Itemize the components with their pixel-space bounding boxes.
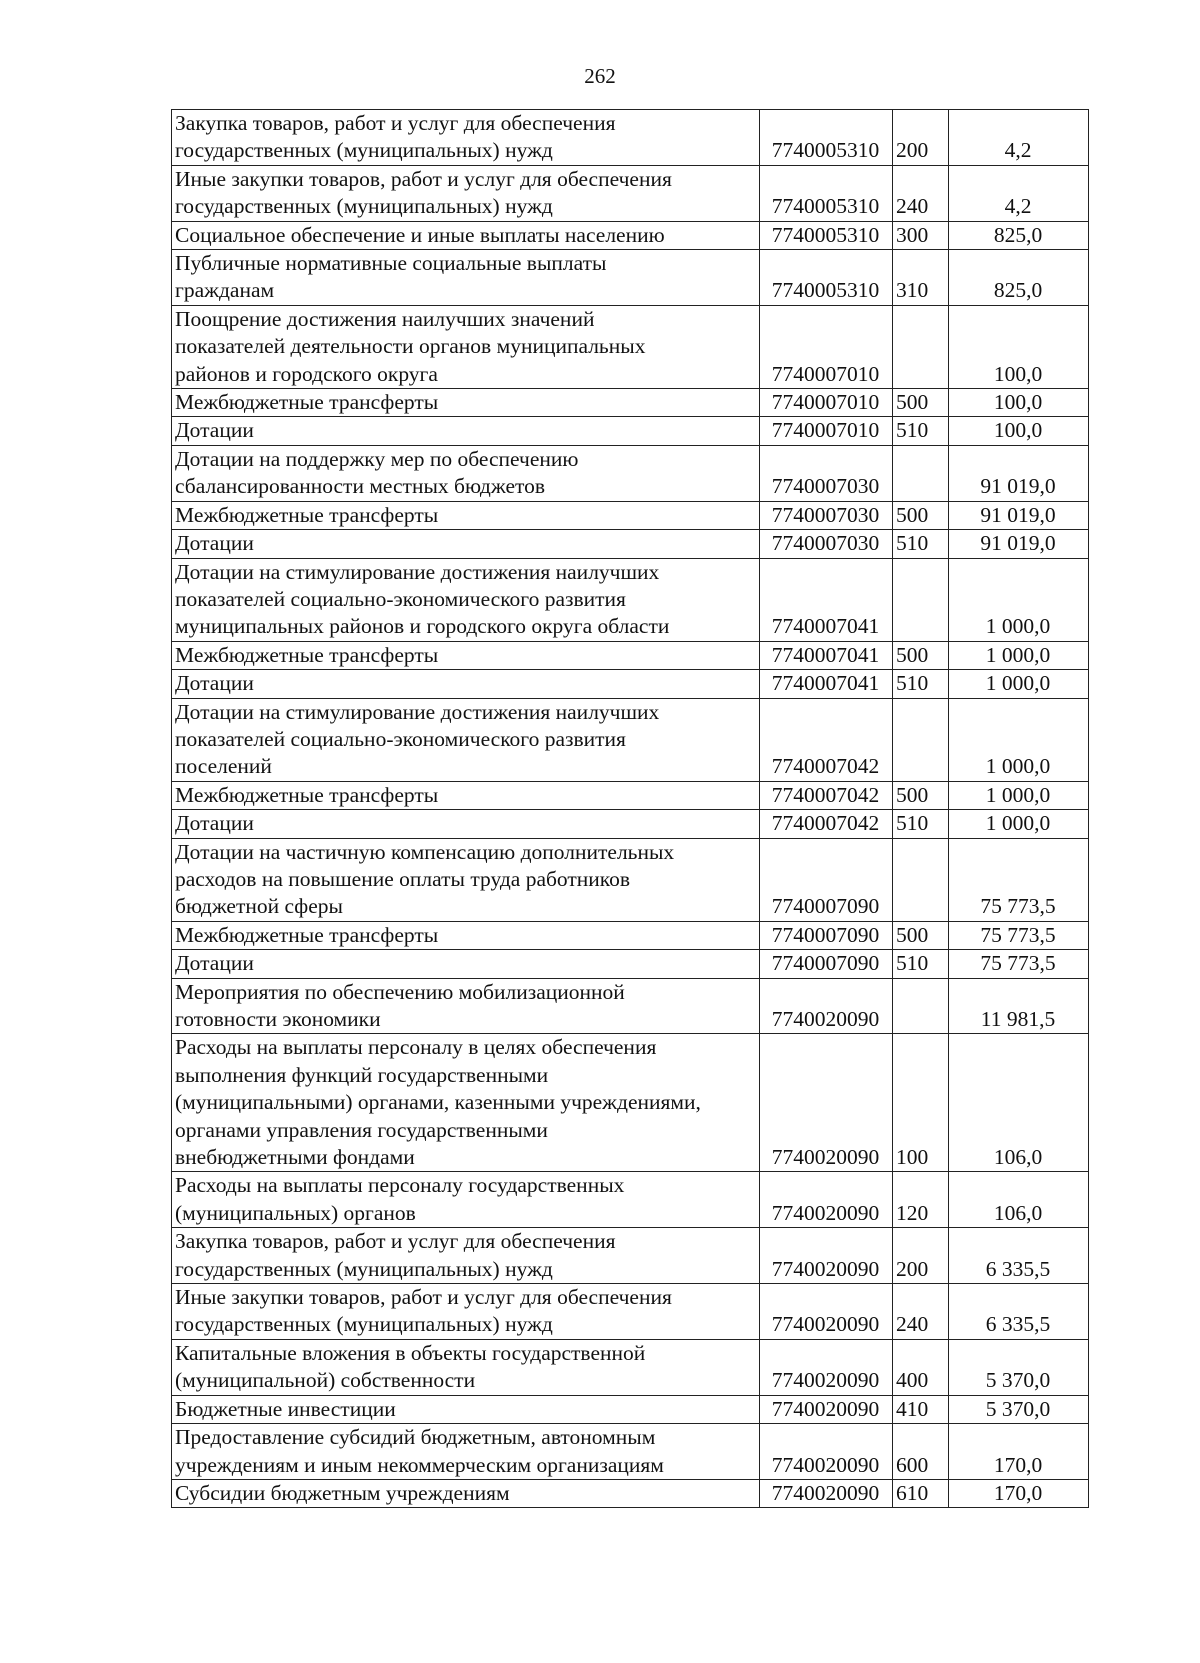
table-row [172, 1424, 1089, 1480]
target-code-cell: 7740007090 [760, 838, 893, 921]
expense-type-cell: 510 [893, 670, 949, 698]
expense-name-cell [172, 1479, 760, 1507]
amount-cell: 6 335,5 [949, 1284, 1089, 1340]
expense-name-line: Бюджетные инвестиции [175, 1396, 396, 1421]
expense-name-line: сбалансированности местных бюджетов [175, 474, 546, 499]
amount-cell: 4,2 [949, 110, 1089, 166]
amount-cell: 170,0 [949, 1424, 1089, 1480]
expense-name-line: Расходы на выплаты персоналу государственных [175, 1173, 625, 1198]
expense-name-line: Дотации [175, 418, 254, 443]
table-row [172, 1395, 1089, 1423]
amount-cell: 75 773,5 [949, 950, 1089, 978]
expense-name-cell [172, 978, 760, 1034]
expense-type-cell: 300 [893, 221, 949, 249]
amount-cell: 75 773,5 [949, 921, 1089, 949]
budget-table [171, 109, 1089, 1508]
expense-name-cell [172, 501, 760, 529]
expense-type-cell [893, 838, 949, 921]
expense-type-cell [893, 445, 949, 501]
expense-name-line: Дотации [175, 671, 254, 696]
expense-name-line: показателей деятельности органов муниципальных [175, 334, 646, 359]
table-row [172, 305, 1089, 388]
amount-cell: 100,0 [949, 389, 1089, 417]
target-code-cell: 7740007030 [760, 445, 893, 501]
expense-name-cell [172, 670, 760, 698]
expense-name-cell [172, 558, 760, 641]
expense-type-cell: 200 [893, 110, 949, 166]
expense-name-line: выполнения функций государственными [175, 1062, 549, 1087]
amount-cell: 106,0 [949, 1034, 1089, 1172]
target-code-cell: 7740020090 [760, 978, 893, 1034]
table-row [172, 698, 1089, 781]
amount-cell: 5 370,0 [949, 1395, 1089, 1423]
expense-name-line: Капитальные вложения в объекты государственной [175, 1340, 646, 1365]
expense-type-cell: 310 [893, 250, 949, 306]
table-row [172, 1034, 1089, 1172]
expense-name-cell [172, 165, 760, 221]
amount-cell: 106,0 [949, 1172, 1089, 1228]
expense-name-cell [172, 838, 760, 921]
amount-cell: 91 019,0 [949, 530, 1089, 558]
amount-cell: 91 019,0 [949, 445, 1089, 501]
expense-type-cell [893, 305, 949, 388]
target-code-cell: 7740020090 [760, 1172, 893, 1228]
expense-name-line: Дотации на стимулирование достижения наилучших [175, 559, 660, 584]
expense-type-cell: 200 [893, 1228, 949, 1284]
expense-name-line: Субсидии бюджетным учреждениям [175, 1480, 510, 1505]
expense-name-line: Дотации [175, 811, 254, 836]
target-code-cell: 7740007041 [760, 558, 893, 641]
expense-name-line: показателей социально-экономического развития [175, 726, 626, 751]
amount-cell: 1 000,0 [949, 558, 1089, 641]
table-row [172, 950, 1089, 978]
amount-cell: 825,0 [949, 250, 1089, 306]
expense-type-cell: 410 [893, 1395, 949, 1423]
expense-name-cell [172, 1424, 760, 1480]
table-row [172, 110, 1089, 166]
expense-name-line: Дотации [175, 951, 254, 976]
expense-name-cell [172, 1034, 760, 1172]
expense-type-cell [893, 558, 949, 641]
table-row [172, 1228, 1089, 1284]
table-row [172, 1339, 1089, 1395]
table-row [172, 558, 1089, 641]
expense-name-line: готовности экономики [175, 1007, 381, 1031]
table-row [172, 1479, 1089, 1507]
target-code-cell: 7740005310 [760, 110, 893, 166]
page-number: 262 [584, 64, 616, 88]
expense-name-cell [172, 1395, 760, 1423]
expense-name-cell [172, 781, 760, 809]
target-code-cell: 7740007041 [760, 670, 893, 698]
amount-cell: 1 000,0 [949, 698, 1089, 781]
expense-type-cell: 510 [893, 417, 949, 445]
target-code-cell: 7740020090 [760, 1395, 893, 1423]
expense-name-line: (муниципальной) собственности [175, 1368, 476, 1393]
expense-type-cell: 510 [893, 530, 949, 558]
expense-name-line: Закупка товаров, работ и услуг для обеспечения [175, 111, 616, 135]
table-row [172, 1284, 1089, 1340]
expense-name-line: районов и городского округа [175, 361, 438, 386]
amount-cell: 91 019,0 [949, 501, 1089, 529]
amount-cell: 100,0 [949, 305, 1089, 388]
expense-type-cell: 500 [893, 921, 949, 949]
expense-type-cell: 120 [893, 1172, 949, 1228]
expense-type-cell: 100 [893, 1034, 949, 1172]
table-row [172, 501, 1089, 529]
expense-name-line: гражданам [175, 278, 275, 303]
budget-table-body [172, 110, 1089, 1508]
expense-type-cell: 610 [893, 1479, 949, 1507]
expense-name-line: Мероприятия по обеспечению мобилизационной [175, 979, 625, 1004]
target-code-cell: 7740020090 [760, 1339, 893, 1395]
amount-cell: 75 773,5 [949, 838, 1089, 921]
expense-name-cell [172, 698, 760, 781]
expense-name-line: учреждениям и иным некоммерческим организациям [175, 1452, 664, 1477]
expense-name-line: Расходы на выплаты персоналу в целях обеспечения [175, 1035, 657, 1060]
target-code-cell: 7740007041 [760, 641, 893, 669]
table-row [172, 530, 1089, 558]
expense-name-line: показателей социально-экономического развития [175, 586, 626, 611]
expense-name-line: поселений [175, 754, 272, 779]
table-row [172, 221, 1089, 249]
expense-name-line: бюджетной сферы [175, 894, 343, 919]
target-code-cell: 7740007010 [760, 305, 893, 388]
target-code-cell: 7740007090 [760, 921, 893, 949]
expense-type-cell: 400 [893, 1339, 949, 1395]
target-code-cell: 7740007042 [760, 781, 893, 809]
target-code-cell: 7740020090 [760, 1479, 893, 1507]
table-row [172, 670, 1089, 698]
expense-name-cell [172, 110, 760, 166]
expense-type-cell: 510 [893, 950, 949, 978]
target-code-cell: 7740007030 [760, 501, 893, 529]
expense-name-cell [172, 445, 760, 501]
table-row [172, 417, 1089, 445]
target-code-cell: 7740020090 [760, 1284, 893, 1340]
amount-cell: 6 335,5 [949, 1228, 1089, 1284]
target-code-cell: 7740007042 [760, 810, 893, 838]
expense-name-line: Дотации на частичную компенсацию дополнительных [175, 839, 675, 864]
table-row [172, 810, 1089, 838]
amount-cell: 5 370,0 [949, 1339, 1089, 1395]
expense-name-line: Межбюджетные трансферты [175, 390, 439, 415]
expense-name-line: Закупка товаров, работ и услуг для обеспечения [175, 1229, 616, 1254]
expense-type-cell: 500 [893, 501, 949, 529]
expense-name-cell [172, 417, 760, 445]
target-code-cell: 7740020090 [760, 1228, 893, 1284]
table-row [172, 978, 1089, 1034]
expense-name-cell [172, 530, 760, 558]
expense-name-line: муниципальных районов и городского округа области [175, 614, 670, 639]
amount-cell: 11 981,5 [949, 978, 1089, 1034]
expense-name-line: государственных (муниципальных) нужд [175, 1256, 553, 1281]
expense-type-cell: 500 [893, 641, 949, 669]
expense-name-line: Межбюджетные трансферты [175, 922, 439, 947]
amount-cell: 4,2 [949, 165, 1089, 221]
expense-name-line: Дотации [175, 531, 254, 556]
target-code-cell: 7740007042 [760, 698, 893, 781]
expense-name-line: органами управления государственными [175, 1117, 548, 1142]
expense-name-cell [172, 1284, 760, 1340]
expense-name-cell [172, 389, 760, 417]
expense-name-cell [172, 305, 760, 388]
target-code-cell: 7740005310 [760, 165, 893, 221]
amount-cell: 825,0 [949, 221, 1089, 249]
table-row [172, 389, 1089, 417]
table-row [172, 921, 1089, 949]
expense-type-cell [893, 698, 949, 781]
expense-name-line: (муниципальными) органами, казенными учреждениями, [175, 1090, 701, 1115]
expense-type-cell: 600 [893, 1424, 949, 1480]
target-code-cell: 7740007030 [760, 530, 893, 558]
target-code-cell: 7740020090 [760, 1424, 893, 1480]
amount-cell: 1 000,0 [949, 641, 1089, 669]
target-code-cell: 7740005310 [760, 250, 893, 306]
expense-name-line: Дотации на стимулирование достижения наилучших [175, 699, 660, 724]
table-row [172, 781, 1089, 809]
target-code-cell: 7740007010 [760, 417, 893, 445]
expense-name-cell [172, 1228, 760, 1284]
target-code-cell: 7740020090 [760, 1034, 893, 1172]
expense-name-line: государственных (муниципальных) нужд [175, 1312, 553, 1337]
amount-cell: 1 000,0 [949, 781, 1089, 809]
expense-name-line: (муниципальных) органов [175, 1200, 416, 1225]
expense-name-cell [172, 250, 760, 306]
expense-name-cell [172, 810, 760, 838]
table-row [172, 165, 1089, 221]
expense-name-line: Дотации на поддержку мер по обеспечению [175, 446, 579, 471]
amount-cell: 100,0 [949, 417, 1089, 445]
table-row [172, 838, 1089, 921]
expense-name-line: государственных (муниципальных) нужд [175, 194, 553, 219]
table-row [172, 250, 1089, 306]
expense-name-cell [172, 921, 760, 949]
table-row [172, 641, 1089, 669]
expense-name-line: Поощрение достижения наилучших значений [175, 306, 595, 331]
expense-type-cell [893, 978, 949, 1034]
expense-type-cell: 500 [893, 781, 949, 809]
expense-name-line: внебюджетными фондами [175, 1145, 415, 1170]
amount-cell: 1 000,0 [949, 810, 1089, 838]
amount-cell: 1 000,0 [949, 670, 1089, 698]
expense-name-line: Социальное обеспечение и иные выплаты населению [175, 222, 665, 247]
expense-type-cell: 240 [893, 1284, 949, 1340]
expense-name-line: Иные закупки товаров, работ и услуг для обеспечения [175, 1285, 672, 1310]
target-code-cell: 7740007010 [760, 389, 893, 417]
expense-name-cell [172, 1172, 760, 1228]
expense-type-cell: 500 [893, 389, 949, 417]
expense-name-line: Публичные нормативные социальные выплаты [175, 251, 607, 276]
table-row [172, 445, 1089, 501]
target-code-cell: 7740005310 [760, 221, 893, 249]
expense-name-cell [172, 1339, 760, 1395]
expense-name-line: Межбюджетные трансферты [175, 502, 439, 527]
target-code-cell: 7740007090 [760, 950, 893, 978]
expense-name-cell [172, 641, 760, 669]
expense-name-line: государственных (муниципальных) нужд [175, 138, 553, 163]
table-row [172, 1172, 1089, 1228]
expense-name-cell [172, 950, 760, 978]
expense-type-cell: 240 [893, 165, 949, 221]
expense-name-line: Предоставление субсидий бюджетным, автономным [175, 1425, 656, 1450]
expense-name-cell [172, 221, 760, 249]
amount-cell: 170,0 [949, 1479, 1089, 1507]
expense-name-line: расходов на повышение оплаты труда работников [175, 866, 631, 891]
expense-type-cell: 510 [893, 810, 949, 838]
expense-name-line: Межбюджетные трансферты [175, 642, 439, 667]
expense-name-line: Иные закупки товаров, работ и услуг для обеспечения [175, 166, 672, 191]
expense-name-line: Межбюджетные трансферты [175, 782, 439, 807]
